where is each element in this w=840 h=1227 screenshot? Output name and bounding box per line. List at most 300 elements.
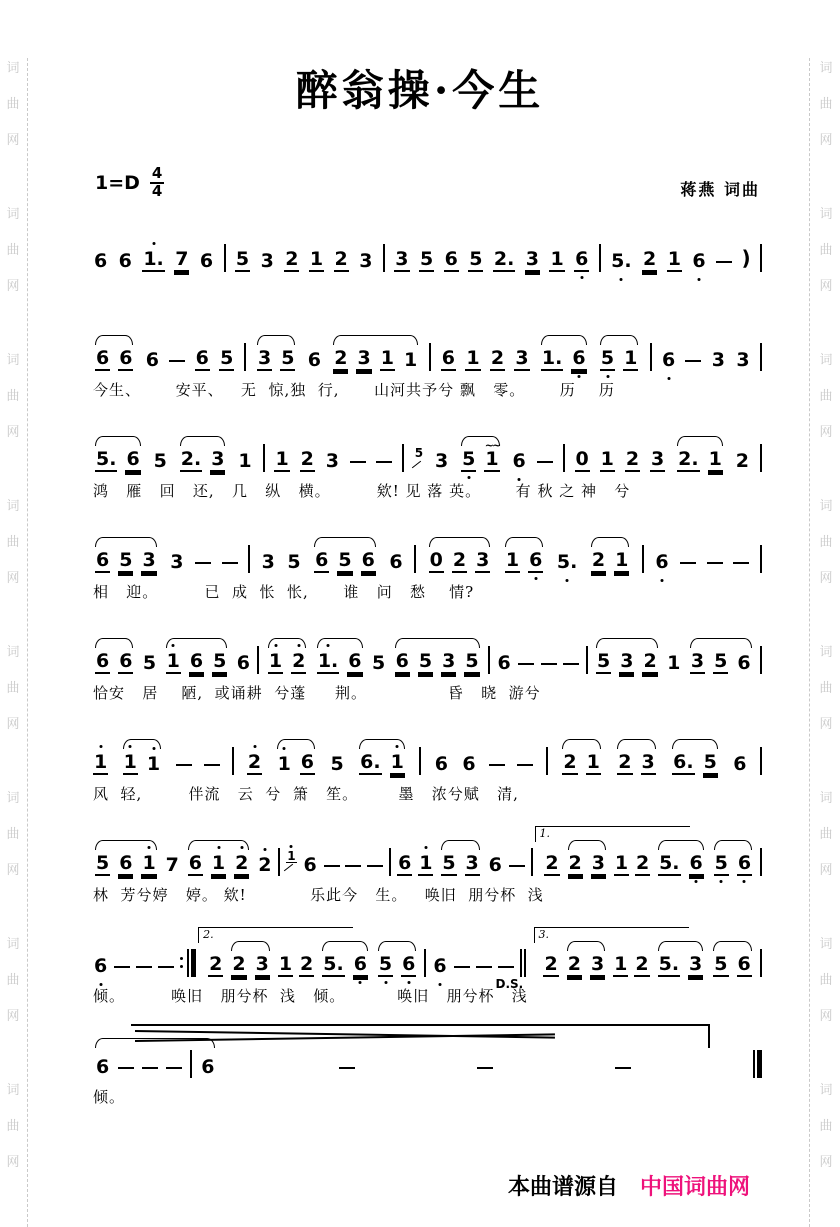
note: 6. bbox=[673, 750, 694, 773]
barline-stroke bbox=[563, 444, 565, 472]
slur-group bbox=[539, 347, 589, 371]
note: 6 bbox=[300, 750, 315, 773]
watermark-char: 词 bbox=[819, 499, 833, 514]
notes-row bbox=[93, 826, 762, 876]
note: 1 bbox=[550, 247, 564, 270]
source-site-link[interactable]: 中国词曲网 bbox=[639, 1175, 750, 1200]
note: 5 bbox=[442, 851, 456, 874]
note: 3 bbox=[711, 348, 726, 371]
note: 2 bbox=[334, 247, 348, 270]
slur-group bbox=[503, 549, 545, 573]
note: 2 bbox=[618, 750, 632, 773]
note: 3 bbox=[325, 449, 339, 472]
barline bbox=[760, 949, 762, 977]
music-system-6 bbox=[93, 725, 762, 804]
barline bbox=[760, 244, 762, 272]
octave-dot-above bbox=[148, 846, 151, 849]
music-system-4 bbox=[93, 523, 762, 602]
repeat-dot bbox=[180, 957, 183, 960]
slur-group bbox=[560, 751, 602, 775]
note: 1 bbox=[615, 548, 629, 571]
trill-icon: ~~ bbox=[484, 438, 500, 452]
note: 5 bbox=[96, 851, 110, 874]
note: 1 bbox=[123, 751, 138, 775]
note: 1 bbox=[614, 851, 629, 874]
slur-group bbox=[712, 852, 754, 876]
duration-dash bbox=[477, 1067, 493, 1069]
barline-stroke bbox=[520, 949, 522, 977]
note: 5 bbox=[419, 247, 434, 270]
watermark-left bbox=[4, 62, 22, 1227]
note: 6 bbox=[389, 550, 403, 573]
slur-group bbox=[711, 953, 753, 977]
barline-stroke bbox=[248, 545, 250, 573]
note: 1 ~~ bbox=[484, 448, 499, 472]
note: 1 bbox=[277, 753, 292, 775]
slur-group bbox=[178, 448, 228, 472]
meta-row bbox=[95, 166, 760, 200]
watermark-char: 曲 bbox=[6, 535, 20, 550]
octave-dot-above bbox=[263, 848, 266, 851]
note: 1 bbox=[211, 852, 226, 876]
volta-bracket-1: 1. bbox=[535, 826, 690, 842]
barline bbox=[642, 545, 644, 573]
octave-dot-above bbox=[129, 745, 132, 748]
note: 3 bbox=[476, 548, 490, 571]
slur-group bbox=[331, 347, 420, 371]
barline bbox=[599, 244, 601, 272]
barline-stroke bbox=[224, 244, 226, 272]
note: 3 bbox=[650, 447, 665, 470]
octave-dot-above bbox=[240, 846, 243, 849]
score bbox=[93, 222, 762, 1107]
source-prefix: 本曲谱源自 bbox=[507, 1175, 618, 1200]
music-system-8 bbox=[93, 927, 762, 1006]
note: 3 bbox=[525, 247, 540, 270]
barline bbox=[760, 848, 762, 876]
note: 3 bbox=[434, 449, 449, 472]
slur-group bbox=[589, 549, 631, 573]
note: 5 bbox=[714, 852, 729, 876]
note: 1 bbox=[278, 952, 293, 975]
note: 3 bbox=[255, 952, 269, 975]
barline bbox=[244, 343, 246, 371]
slur-group bbox=[670, 751, 720, 775]
octave-dot-above bbox=[283, 747, 286, 750]
volta-bracket-3: 3. bbox=[534, 927, 689, 943]
note: 6 bbox=[96, 346, 110, 369]
barline bbox=[488, 646, 490, 674]
barline-stroke bbox=[190, 1050, 192, 1078]
note: 1 bbox=[466, 346, 480, 369]
repeat-end-barline bbox=[180, 949, 196, 977]
note: 6 bbox=[96, 548, 110, 571]
duration-dash bbox=[518, 663, 534, 665]
watermark-dashed-line-right bbox=[809, 58, 810, 1227]
note: 2 bbox=[247, 751, 262, 775]
note: 5 bbox=[338, 548, 352, 571]
note: 3 bbox=[142, 548, 156, 571]
slur-group bbox=[229, 953, 271, 977]
note: 5 bbox=[597, 649, 611, 672]
slur-group bbox=[312, 549, 378, 573]
note: 6 bbox=[307, 348, 321, 371]
note: 1 bbox=[390, 751, 405, 775]
watermark-char: 网 bbox=[6, 1009, 20, 1024]
slur-group bbox=[594, 650, 660, 674]
watermark-char: 曲 bbox=[6, 389, 20, 404]
note: 3 bbox=[591, 851, 605, 874]
note: 2 bbox=[643, 649, 657, 672]
watermark-char: 网 bbox=[6, 571, 20, 586]
watermark-char: 网 bbox=[819, 279, 833, 294]
octave-dot-above bbox=[424, 846, 427, 849]
watermark-char: 网 bbox=[6, 1155, 20, 1170]
note: 1 bbox=[505, 548, 520, 571]
octave-dot-above bbox=[297, 644, 300, 647]
watermark-char: 曲 bbox=[819, 389, 833, 404]
note: 2 bbox=[568, 851, 582, 874]
duration-dash bbox=[195, 562, 211, 564]
duration-dash bbox=[509, 865, 525, 867]
note: 6 bbox=[118, 249, 132, 272]
note: 6 bbox=[488, 853, 502, 876]
note: 5 bbox=[371, 651, 386, 674]
octave-dot-below bbox=[620, 278, 623, 281]
barline-stroke bbox=[760, 747, 762, 775]
barline bbox=[760, 646, 762, 674]
duration-dash bbox=[454, 966, 470, 968]
note: 2 bbox=[232, 952, 246, 975]
watermark-char: 词 bbox=[819, 791, 833, 806]
note: 1 bbox=[93, 751, 108, 775]
note: 6 bbox=[315, 548, 329, 571]
duration-dash bbox=[563, 663, 579, 665]
note: 1 bbox=[309, 247, 324, 270]
note: 2 bbox=[490, 346, 505, 369]
note: 6 bbox=[188, 851, 202, 874]
note: 3 bbox=[620, 649, 634, 672]
barline-stroke bbox=[546, 747, 548, 775]
barline-stroke bbox=[187, 949, 189, 977]
note: 6 bbox=[199, 249, 214, 272]
watermark-char: 曲 bbox=[6, 243, 20, 258]
barline-stroke bbox=[429, 343, 431, 371]
note: 6 bbox=[119, 649, 133, 672]
octave-dot-below bbox=[720, 880, 723, 883]
note: 1 bbox=[667, 247, 681, 270]
duration-dash bbox=[376, 461, 392, 463]
slur-group bbox=[93, 650, 135, 674]
barline-stroke bbox=[257, 646, 259, 674]
barline bbox=[224, 244, 226, 272]
note: 2 bbox=[591, 548, 606, 571]
watermark-char: 网 bbox=[6, 863, 20, 878]
note: 1 bbox=[268, 650, 283, 674]
lyrics-row: 风 轻, 伴流 云 兮 箫 笙。 墨 浓兮赋 清, bbox=[93, 784, 519, 803]
watermark-char: 网 bbox=[819, 571, 833, 586]
barline-stroke bbox=[244, 343, 246, 371]
note: 6 bbox=[93, 955, 108, 977]
watermark-char: 网 bbox=[819, 863, 833, 878]
octave-dot-below bbox=[695, 880, 698, 883]
watermark-char: 网 bbox=[6, 717, 20, 732]
note: 2 bbox=[545, 851, 559, 874]
note: 5 bbox=[418, 649, 433, 672]
slur-group bbox=[656, 953, 706, 977]
watermark-char: 词 bbox=[819, 937, 833, 952]
barline bbox=[429, 343, 431, 371]
note: 3 bbox=[170, 550, 184, 573]
note: 6. bbox=[360, 750, 381, 773]
duration-dash bbox=[615, 1067, 631, 1069]
barline bbox=[414, 545, 416, 573]
note: 2 bbox=[563, 750, 577, 773]
barline-stroke bbox=[760, 646, 762, 674]
note: 3 bbox=[357, 346, 371, 369]
octave-dot-below bbox=[743, 880, 746, 883]
slur-group bbox=[93, 852, 159, 876]
duration-dash bbox=[345, 865, 361, 867]
note: 6 bbox=[119, 851, 133, 874]
octave-dot-below bbox=[359, 981, 362, 984]
notes-row bbox=[93, 725, 762, 775]
barline-stroke bbox=[278, 848, 280, 876]
notes-row bbox=[93, 1028, 762, 1078]
octave-dot-below bbox=[580, 276, 583, 279]
barline-stroke bbox=[419, 747, 421, 775]
barline bbox=[402, 444, 404, 472]
note: 3 bbox=[261, 550, 275, 573]
note: 2 bbox=[300, 952, 314, 975]
barline bbox=[563, 444, 565, 472]
note: 5 bbox=[703, 750, 717, 773]
lyrics-row: 今生、 安平、 无 惊,独 行, 山河共予兮 飘 零。 历 历 bbox=[93, 380, 615, 399]
grace-note: 5 bbox=[414, 447, 424, 459]
watermark-char: 曲 bbox=[819, 1119, 833, 1134]
barline bbox=[263, 444, 265, 472]
lyrics-row: 倾。 唤旧 朋兮杯 浅 倾。 唤旧 朋兮杯 浅 bbox=[93, 986, 528, 1005]
note: 5 bbox=[469, 247, 483, 270]
slur-group bbox=[275, 751, 317, 775]
barline-stroke bbox=[424, 949, 426, 977]
watermark-char: 网 bbox=[819, 1009, 833, 1024]
note: 1 bbox=[708, 447, 722, 470]
note: 1 bbox=[624, 346, 638, 369]
notes-row bbox=[93, 222, 762, 272]
slur-group bbox=[357, 751, 407, 775]
note: 6 bbox=[398, 851, 412, 874]
note: 0 bbox=[429, 548, 443, 571]
barline bbox=[232, 747, 234, 775]
watermark-char: 词 bbox=[6, 645, 20, 660]
watermark-char: 词 bbox=[819, 353, 833, 368]
repeat-dot bbox=[180, 965, 183, 968]
slur-group bbox=[266, 650, 308, 674]
note: 6 bbox=[689, 852, 704, 876]
octave-dot-above bbox=[253, 745, 256, 748]
watermark-char: 词 bbox=[6, 499, 20, 514]
note: 6 bbox=[434, 752, 448, 775]
note: 2. bbox=[180, 447, 202, 470]
watermark-char: 词 bbox=[6, 937, 20, 952]
watermark-char: 网 bbox=[819, 425, 833, 440]
slur-group bbox=[315, 650, 365, 674]
note: 6 bbox=[189, 649, 204, 672]
note: 1 bbox=[418, 852, 433, 876]
barline bbox=[383, 244, 385, 272]
slur-group bbox=[93, 448, 143, 472]
note: 6 bbox=[96, 1055, 110, 1078]
note: 6 bbox=[353, 953, 368, 977]
duration-dash bbox=[339, 1067, 355, 1069]
note: 6 bbox=[497, 651, 511, 674]
note: 1 bbox=[238, 449, 252, 472]
watermark-char: 曲 bbox=[819, 681, 833, 696]
note: 1 bbox=[380, 346, 394, 369]
barline-stroke bbox=[389, 848, 391, 876]
slur-group bbox=[459, 438, 501, 472]
barline-stroke bbox=[263, 444, 265, 472]
slur-group bbox=[427, 549, 493, 573]
octave-dot-below bbox=[407, 981, 410, 984]
note: 1 bbox=[275, 447, 289, 470]
music-system-2 bbox=[93, 321, 762, 400]
barline-stroke bbox=[383, 244, 385, 272]
note: 5 bbox=[153, 449, 167, 472]
note: 6 bbox=[94, 249, 108, 272]
duration-dash bbox=[680, 562, 696, 564]
note: 5 bbox=[714, 952, 728, 975]
note: 2 bbox=[334, 346, 348, 369]
note: 5 bbox=[281, 346, 295, 369]
duration-dash bbox=[136, 966, 152, 968]
duration-dash bbox=[476, 966, 492, 968]
note: 2 bbox=[257, 854, 272, 876]
note: 0 bbox=[575, 447, 589, 470]
octave-dot-below bbox=[661, 579, 664, 582]
time-signature-denominator: 4 bbox=[151, 181, 163, 200]
octave-dot-below bbox=[667, 377, 670, 380]
octave-dot-above bbox=[327, 644, 330, 647]
octave-dot-above bbox=[274, 644, 277, 647]
note: 2 bbox=[300, 447, 314, 470]
barline-stroke bbox=[488, 646, 490, 674]
key-signature: 1=D bbox=[95, 171, 140, 194]
note: 6 bbox=[348, 649, 362, 672]
note: 3 bbox=[736, 348, 750, 371]
note: 6 bbox=[462, 752, 476, 775]
duration-dash bbox=[142, 1067, 158, 1069]
note: 3 bbox=[359, 249, 373, 272]
octave-dot-below bbox=[438, 983, 441, 986]
slur-group bbox=[439, 852, 481, 876]
note: 5. bbox=[96, 447, 117, 470]
barline-stroke bbox=[402, 444, 404, 472]
slur-group bbox=[656, 852, 706, 876]
note: 5 bbox=[220, 346, 234, 369]
slur-group bbox=[164, 650, 230, 674]
octave-dot-above bbox=[396, 745, 399, 748]
note: 5. bbox=[610, 250, 632, 272]
barline bbox=[278, 848, 280, 876]
slur-group bbox=[675, 448, 725, 472]
note: 5 bbox=[461, 448, 476, 472]
music-system-9 bbox=[93, 1028, 762, 1107]
watermark-char: 曲 bbox=[6, 681, 20, 696]
note: 5. bbox=[658, 952, 680, 975]
note: 7 bbox=[175, 247, 189, 270]
duration-dash bbox=[517, 764, 533, 766]
note: 1 bbox=[614, 952, 628, 975]
note: 6 bbox=[512, 450, 527, 472]
octave-dot-below bbox=[606, 375, 609, 378]
duration-dash bbox=[707, 562, 723, 564]
note: 3 bbox=[465, 851, 479, 874]
note: 6 bbox=[528, 549, 543, 573]
note: 3 bbox=[260, 249, 274, 272]
note: 1 bbox=[600, 447, 614, 470]
barline bbox=[760, 545, 762, 573]
note: 6 bbox=[654, 551, 669, 573]
octave-dot-below bbox=[534, 577, 537, 580]
watermark-char: 曲 bbox=[819, 243, 833, 258]
note: 6 bbox=[395, 649, 409, 672]
final-barline bbox=[753, 1050, 762, 1078]
note: 2 bbox=[209, 952, 223, 975]
note: 3 bbox=[590, 952, 605, 975]
barline bbox=[586, 646, 588, 674]
composer-credit: 蒋燕 词曲 bbox=[680, 179, 760, 199]
barline-stroke bbox=[760, 949, 762, 977]
grace-slash-icon bbox=[412, 460, 421, 468]
watermark-right bbox=[817, 62, 835, 1227]
note: 6 bbox=[733, 752, 747, 775]
note: 5 bbox=[465, 649, 479, 672]
note: 5 bbox=[119, 548, 133, 571]
note: 2 bbox=[635, 952, 649, 975]
note: 2 bbox=[625, 447, 640, 470]
note: 6 bbox=[574, 248, 589, 272]
octave-dot-below bbox=[518, 478, 521, 481]
note: 2 bbox=[452, 548, 467, 571]
note: 5 bbox=[235, 247, 250, 270]
barline bbox=[650, 343, 652, 371]
slur-group bbox=[93, 347, 135, 371]
barline-stroke bbox=[642, 545, 644, 573]
watermark-char: 网 bbox=[6, 425, 20, 440]
grace-note: 1 bbox=[286, 850, 296, 863]
note: 6 bbox=[145, 348, 159, 371]
note: 2 bbox=[735, 449, 749, 472]
slur-group bbox=[376, 953, 418, 977]
duration-dash bbox=[367, 865, 383, 867]
song-title: 醉翁操·今生 bbox=[295, 66, 545, 115]
octave-dot-above bbox=[152, 747, 155, 750]
note: 1 bbox=[146, 753, 161, 775]
lyrics-row: 鸿 雁 回 还, 几 纵 横。 欸! 见 落 英。 有 秋 之 神 兮 bbox=[93, 481, 631, 500]
note: 5 bbox=[378, 953, 393, 977]
note: 1. bbox=[317, 650, 339, 674]
note: 2 bbox=[567, 952, 581, 975]
music-system-7 bbox=[93, 826, 762, 905]
slur-group bbox=[93, 549, 159, 573]
repeat-dots bbox=[180, 957, 183, 968]
barline bbox=[546, 747, 548, 775]
note: 1 bbox=[667, 651, 681, 674]
note: 6 bbox=[401, 953, 416, 977]
watermark-char: 网 bbox=[6, 279, 20, 294]
